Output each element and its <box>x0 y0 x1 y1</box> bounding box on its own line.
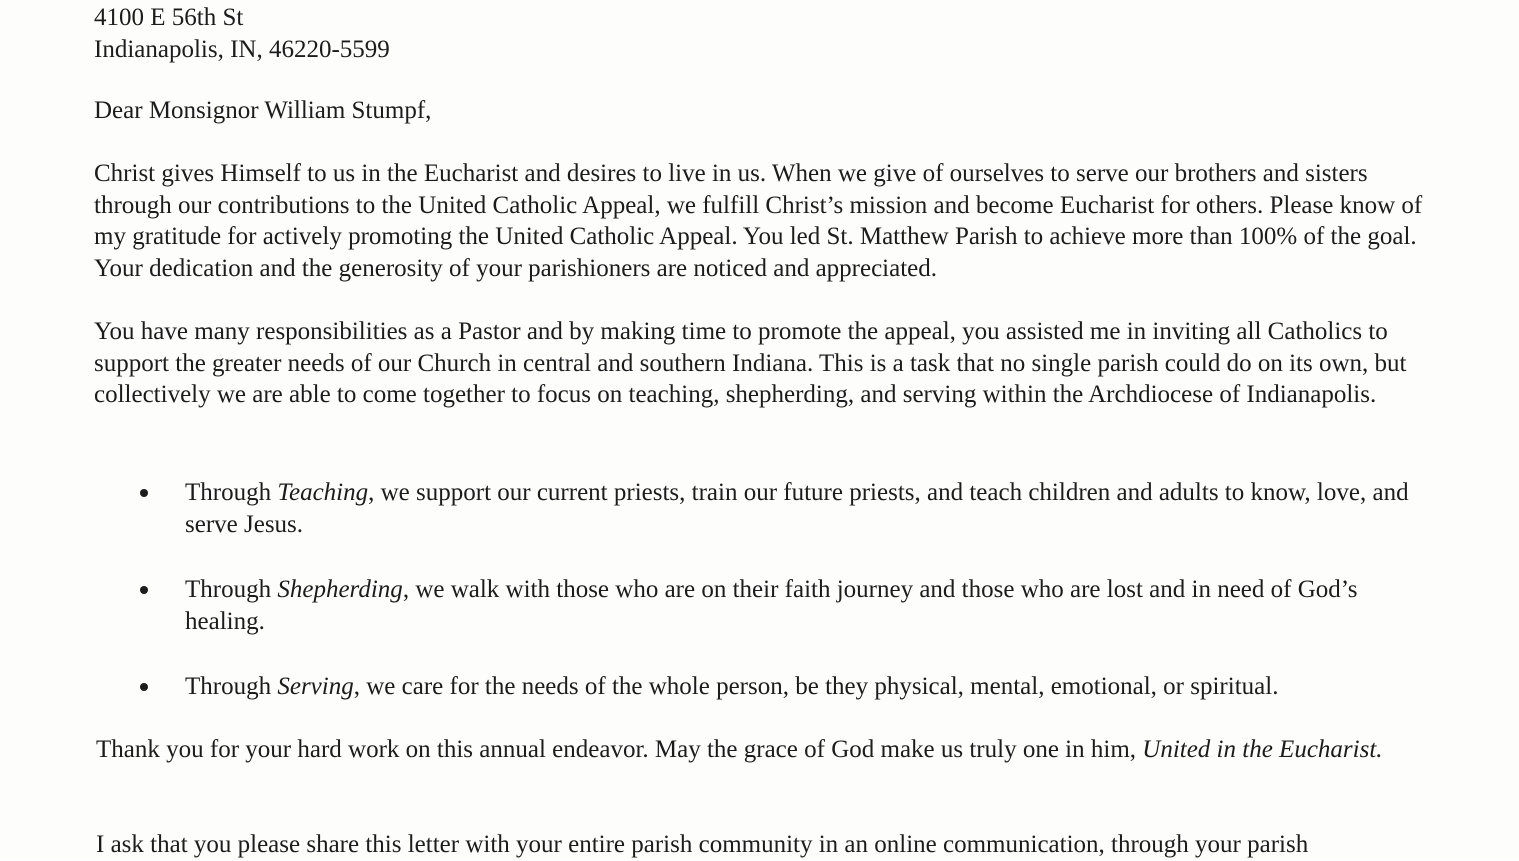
bullet-dot-icon <box>140 683 148 691</box>
bullet-dot-icon <box>140 489 148 497</box>
bullet-serving-emphasis: Serving <box>277 673 354 700</box>
closing-emphasis: United in the Eucharist. <box>1142 736 1383 763</box>
address-city-state-zip: Indianapolis, IN, 46220-5599 <box>94 36 390 63</box>
bullet-dot-icon <box>140 586 148 594</box>
paragraph-closing: Thank you for your hard work on this annual endeavor. May the grace of God make us truly one in him, United in the Eucharist. <box>96 736 1383 763</box>
paragraph-share-request: I ask that you please share this letter with your entire parish community in an online communication, through your parish <box>96 831 1309 858</box>
paragraph-responsibilities: You have many responsibilities as a Pastor and by making time to promote the appeal, you assisted me in inviting all Catholics to support the greater needs of our Church in central and southern Indiana. This is a task that no single parish could do on its own, but collectively we are able to come together to focus on teaching, shepherding, and serving within the Archdiocese of Indianapolis. <box>94 318 1407 408</box>
bullet-shepherding-emphasis: Shepherding <box>277 576 403 603</box>
address-street: 4100 E 56th St <box>94 4 244 31</box>
paragraph-gratitude: Christ gives Himself to us in the Eucharist and desires to live in us. When we give of ourselves to serve our brothers and sisters through our contributions to the United Catholic Appeal, we fulfill Christ’s mission and become Eucharist for others. Please know of my gratitude for actively promoting the United Catholic Appeal. You led St. Matthew Parish to achieve more than 100% of the goal. Your dedication and the generosity of your parishioners are noticed and appreciated. <box>94 160 1423 282</box>
bullet-teaching-text: Through Teaching, we support our current priests, train our future priests, and teach children and adults to know, love, and serve Jesus. <box>185 479 1409 538</box>
salutation: Dear Monsignor William Stumpf, <box>94 97 432 124</box>
bullet-serving-text: Through Serving, we care for the needs of the whole person, be they physical, mental, emotional, or spiritual. <box>185 673 1279 700</box>
bullet-shepherding-text: Through Shepherding, we walk with those who are on their faith journey and those who are lost and in need of God’s healing. <box>185 576 1358 635</box>
bullet-teaching-emphasis: Teaching <box>277 479 369 506</box>
